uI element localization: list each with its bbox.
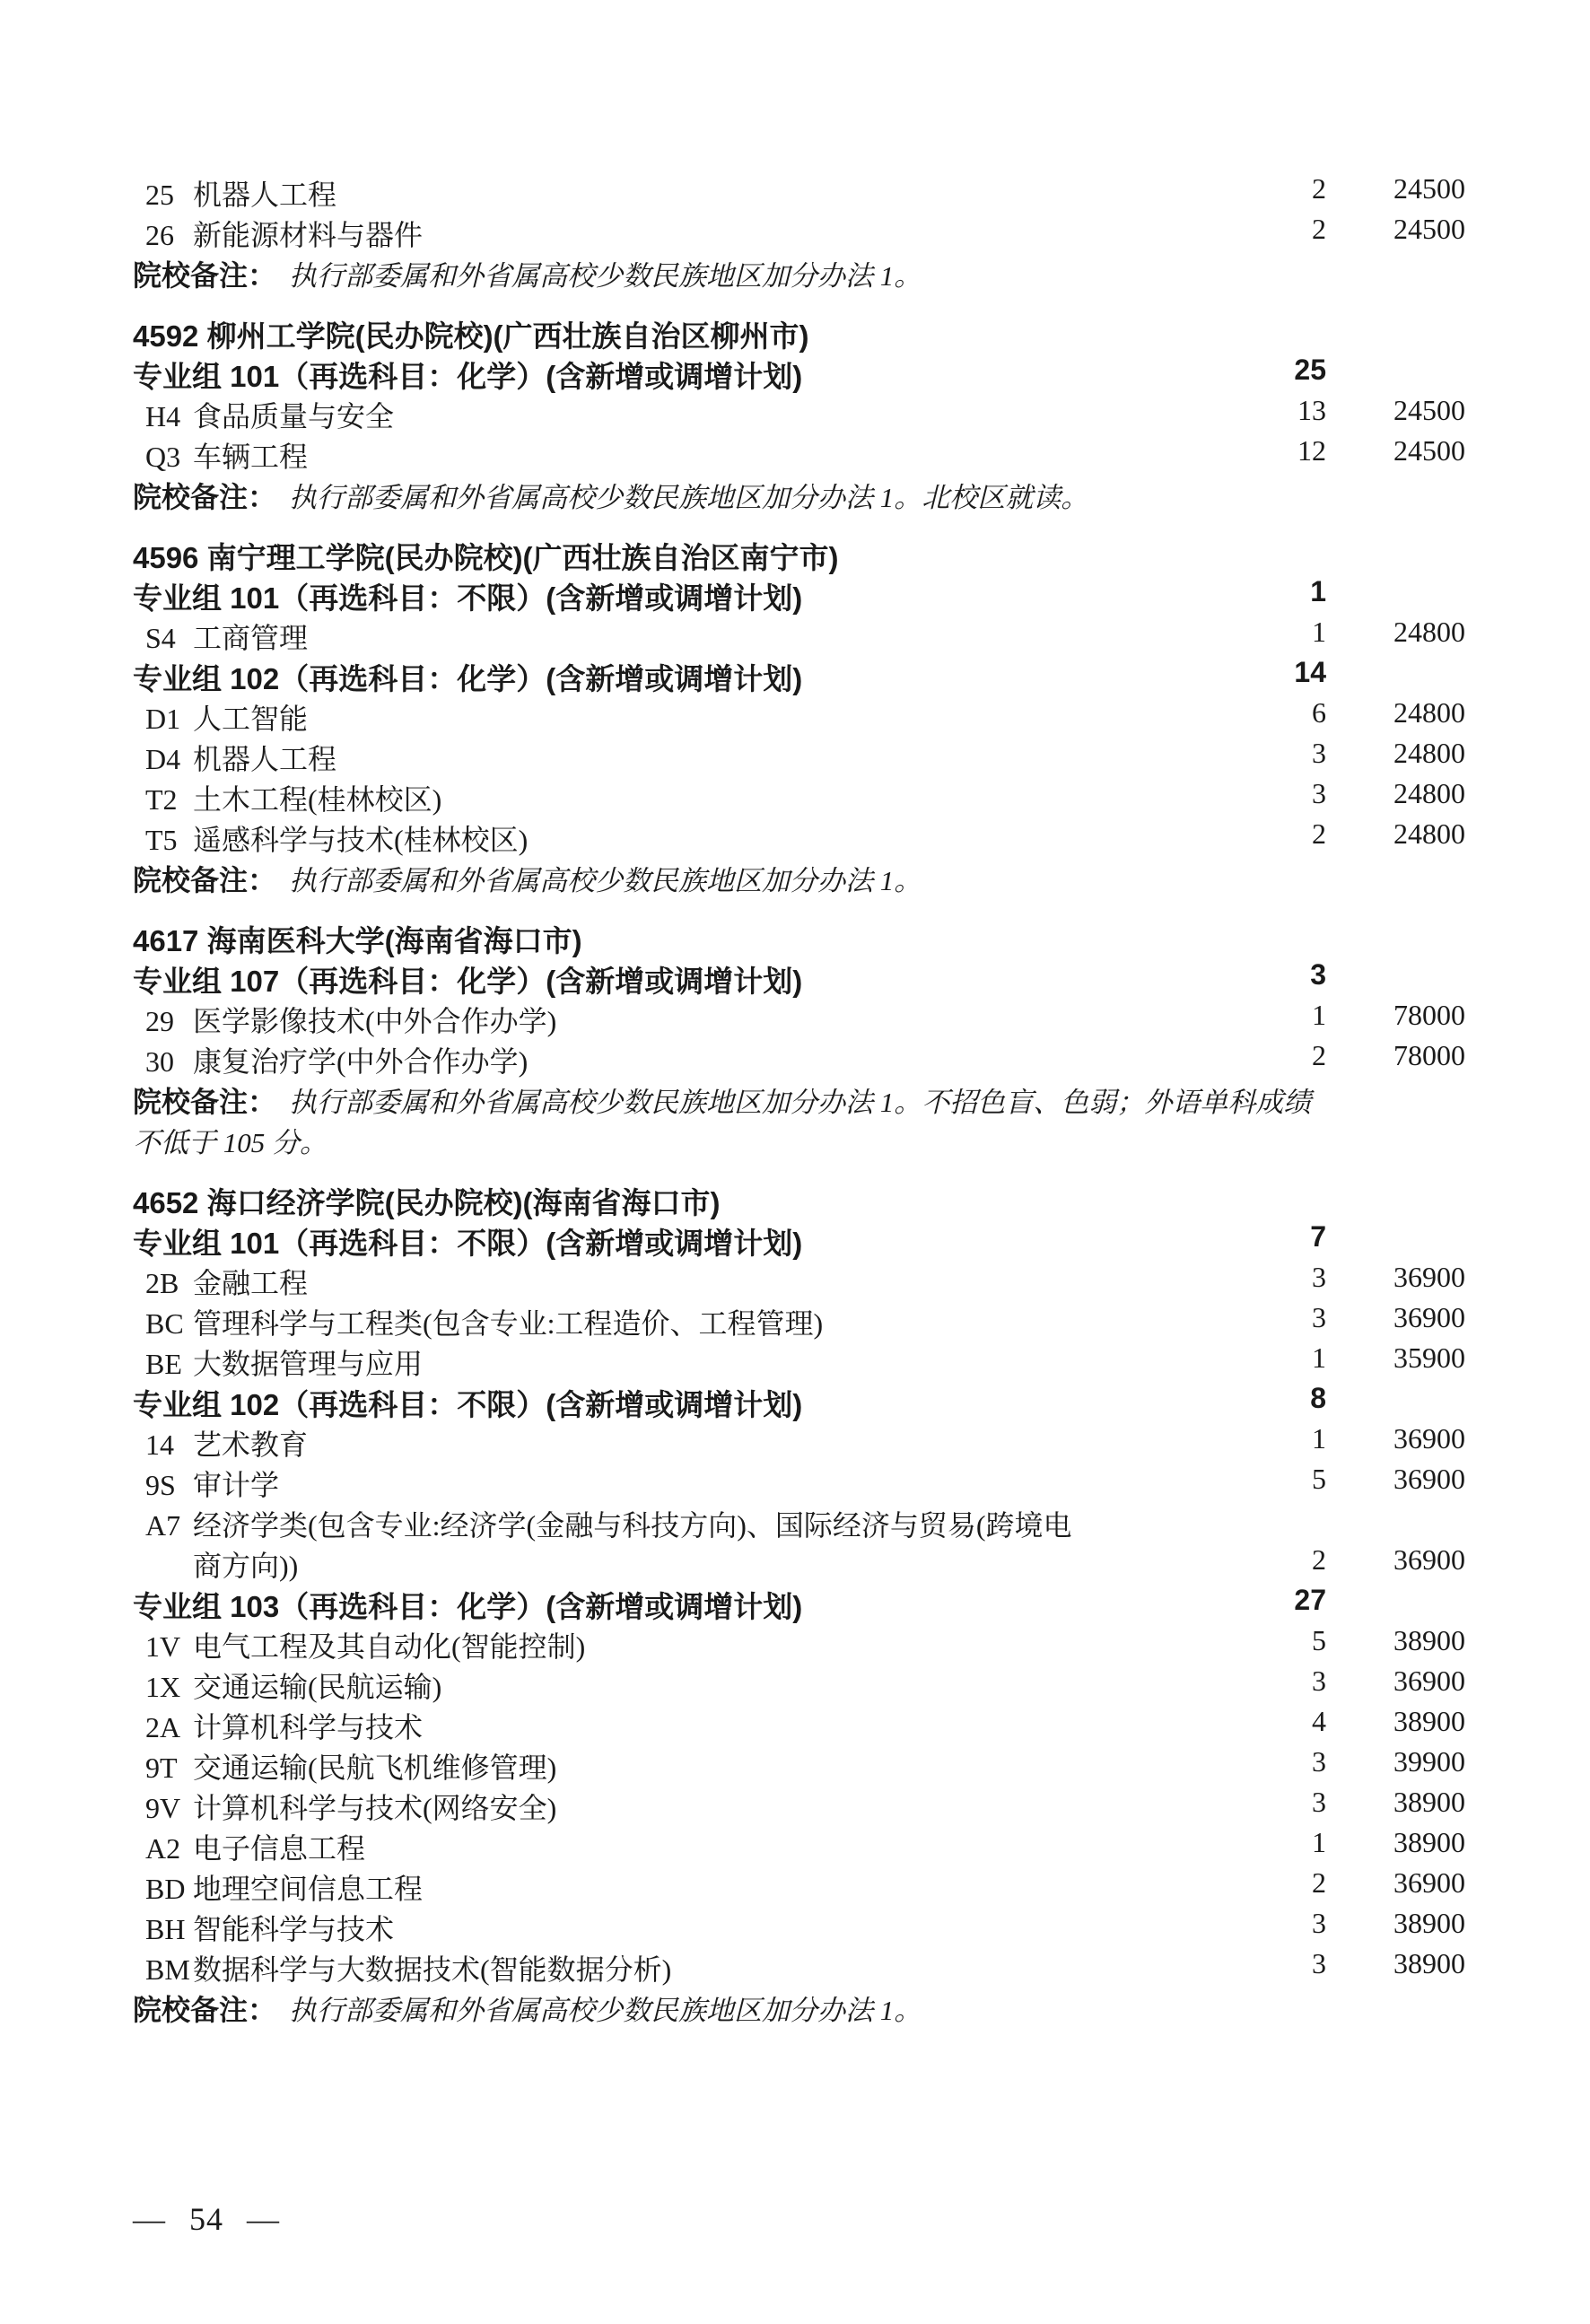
major-code: BH [145,1913,186,1945]
remark-row [133,253,1497,293]
major-tuition-fee: 38900 [1393,1786,1465,1818]
major-name: 食品质量与安全 [193,400,395,432]
major-plan-count: 5 [1312,1463,1326,1495]
major-name: 计算机科学与技术(网络安全) [193,1792,557,1824]
institution-header [133,535,1497,575]
major-tuition-fee: 24500 [1393,213,1465,245]
major-code: S4 [145,622,176,654]
major-row [133,1947,1497,1988]
major-tuition-fee: 35900 [1393,1341,1465,1374]
major-tuition-fee: 38900 [1393,1826,1465,1858]
major-name: 管理科学与工程类(包含专业:工程造价、工程管理) [193,1307,824,1340]
remark-text: 执行部委属和外省属高校少数民族地区加分办法 1。不招色盲、色弱；外语单科成绩 [289,1087,1312,1118]
remark-row [133,858,1497,898]
major-plan-count: 2 [1312,1039,1326,1071]
major-plan-count: 6 [1312,696,1326,729]
major-name: 遥感科学与技术(桂林校区) [193,824,529,856]
major-code: T5 [145,824,178,856]
major-name: 经济学类(包含专业:经济学(金融与科技方向)、国际经济与贸易(跨境电 [193,1509,1072,1542]
major-code: D1 [145,703,181,735]
group-plan-count: 1 [1310,575,1326,607]
group-plan-count: 14 [1294,656,1326,688]
major-name: 机器人工程 [193,179,337,211]
major-name: 交通运输(民航飞机维修管理) [193,1752,557,1784]
major-tuition-fee: 38900 [1393,1947,1465,1979]
major-tuition-fee: 24500 [1393,394,1465,426]
major-plan-count: 3 [1312,737,1326,769]
major-code: 2A [145,1711,181,1743]
major-name: 交通运输(民航运输) [193,1671,442,1703]
group-plan-count: 25 [1294,354,1326,386]
major-tuition-fee: 36900 [1393,1261,1465,1293]
major-code: A7 [145,1509,181,1542]
major-name: 医学影像技术(中外合作办学) [193,1005,557,1037]
major-plan-count: 3 [1312,1745,1326,1778]
major-code: 30 [145,1045,174,1078]
major-row [133,1866,1497,1907]
major-plan-count: 3 [1312,1947,1326,1979]
major-row [133,394,1497,434]
page-footer [133,2200,280,2238]
major-tuition-fee: 36900 [1393,1866,1465,1899]
major-group-row [133,354,1497,394]
major-name: 土木工程(桂林校区) [193,783,442,816]
major-group-text: 专业组 102（再选科目：不限）(含新增或调增计划) [133,1388,803,1421]
major-tuition-fee: 36900 [1393,1664,1465,1697]
major-tuition-fee: 24800 [1393,737,1465,769]
major-row [133,616,1497,656]
major-plan-count: 1 [1312,616,1326,648]
major-row [133,1261,1497,1301]
major-plan-count: 1 [1312,1826,1326,1858]
major-plan-count: 2 [1312,213,1326,245]
major-name: 新能源材料与器件 [193,219,424,251]
major-row [133,1422,1497,1463]
major-plan-count: 3 [1312,1786,1326,1818]
major-row [133,1664,1497,1705]
major-row [133,999,1497,1039]
major-name: 电子信息工程 [193,1832,366,1865]
remark-text: 执行部委属和外省属高校少数民族地区加分办法 1。北校区就读。 [289,482,1089,513]
major-row [133,1786,1497,1826]
major-plan-count: 2 [1312,817,1326,850]
remark-text: 执行部委属和外省属高校少数民族地区加分办法 1。 [289,260,922,292]
major-tuition-fee: 38900 [1393,1907,1465,1939]
major-group-text: 专业组 101（再选科目：不限）(含新增或调增计划) [133,581,803,615]
major-plan-count: 3 [1312,1907,1326,1939]
major-code: T2 [145,783,178,816]
major-plan-count: 13 [1297,394,1326,426]
major-code: A2 [145,1832,181,1865]
major-name: 大数据管理与应用 [193,1348,424,1380]
major-row [133,1301,1497,1341]
major-row [133,1039,1497,1079]
major-plan-count: 3 [1312,1301,1326,1333]
major-name: 人工智能 [193,703,309,735]
major-group-text: 专业组 101（再选科目：化学）(含新增或调增计划) [133,360,803,393]
major-tuition-fee: 36900 [1393,1543,1465,1576]
major-name: 数据科学与大数据技术(智能数据分析) [193,1953,672,1986]
major-code: 9V [145,1792,181,1824]
major-row [133,1907,1497,1947]
major-tuition-fee: 24800 [1393,817,1465,850]
major-tuition-fee: 24500 [1393,434,1465,467]
group-plan-count: 8 [1310,1382,1326,1414]
institution-header [133,313,1497,354]
major-group-row [133,958,1497,999]
major-tuition-fee: 78000 [1393,999,1465,1031]
major-group-text: 专业组 107（再选科目：化学）(含新增或调增计划) [133,965,803,998]
major-row [133,696,1497,737]
institution-header [133,1180,1497,1220]
major-tuition-fee: 78000 [1393,1039,1465,1071]
remark-label: 院校备注： [133,1994,277,2026]
group-plan-count: 3 [1310,958,1326,991]
footer-dash-left: — [133,2201,166,2237]
major-code: D4 [145,743,181,775]
major-code: 1V [145,1630,181,1663]
major-row [133,737,1497,777]
major-tuition-fee: 24800 [1393,777,1465,809]
footer-dash-right: — [247,2201,280,2237]
major-plan-count: 2 [1312,1543,1326,1576]
major-name: 电气工程及其自动化(智能控制) [193,1630,586,1663]
admission-plan-list [133,172,1497,2028]
major-code: 25 [145,179,174,211]
major-group-text: 专业组 103（再选科目：化学）(含新增或调增计划) [133,1590,803,1623]
major-name: 康复治疗学(中外合作办学) [193,1045,529,1078]
major-tuition-fee: 24500 [1393,172,1465,205]
remark-row [133,475,1497,515]
major-row [133,777,1497,817]
remark-text: 执行部委属和外省属高校少数民族地区加分办法 1。 [289,865,922,896]
institution-header [133,918,1497,958]
major-plan-count: 1 [1312,1341,1326,1374]
major-code: 1X [145,1671,181,1703]
major-row [133,1624,1497,1664]
major-group-row [133,656,1497,696]
major-code: 9T [145,1752,178,1784]
remark-row-continuation [133,1120,1497,1160]
major-name: 计算机科学与技术 [193,1711,424,1743]
major-row-continuation [133,1543,1497,1584]
major-code: BC [145,1307,184,1340]
major-row [133,1826,1497,1866]
major-code: BD [145,1873,186,1905]
major-tuition-fee: 24800 [1393,616,1465,648]
remark-text: 执行部委属和外省属高校少数民族地区加分办法 1。 [289,1995,922,2026]
major-tuition-fee: 38900 [1393,1705,1465,1737]
major-name: 机器人工程 [193,743,337,775]
major-plan-count: 2 [1312,172,1326,205]
major-plan-count: 4 [1312,1705,1326,1737]
major-row [133,172,1497,213]
major-group-row [133,1584,1497,1624]
major-row [133,817,1497,858]
remark-label: 院校备注： [133,259,277,292]
remark-row [133,1079,1497,1120]
institution-header-text: 4617 海南医科大学(海南省海口市) [133,924,582,957]
major-group-row [133,1382,1497,1422]
major-row [133,1503,1497,1543]
major-plan-count: 3 [1312,1261,1326,1293]
major-row [133,434,1497,475]
major-code: 9S [145,1469,176,1501]
major-row [133,213,1497,253]
major-name-continued: 商方向)) [193,1550,299,1582]
major-plan-count: 12 [1297,434,1326,467]
major-code: 26 [145,219,174,251]
major-group-text: 专业组 101（再选科目：不限）(含新增或调增计划) [133,1227,803,1260]
major-code: Q3 [145,441,181,473]
major-code: BM [145,1953,190,1986]
major-plan-count: 1 [1312,999,1326,1031]
major-row [133,1705,1497,1745]
major-tuition-fee: 38900 [1393,1624,1465,1656]
major-group-text: 专业组 102（再选科目：化学）(含新增或调增计划) [133,662,803,695]
major-code: 14 [145,1428,174,1461]
major-row [133,1341,1497,1382]
major-name: 智能科学与技术 [193,1913,395,1945]
institution-header-text: 4592 柳州工学院(民办院校)(广西壮族自治区柳州市) [133,319,809,353]
major-row [133,1463,1497,1503]
major-row [133,1745,1497,1786]
remark-label: 院校备注： [133,481,277,513]
major-plan-count: 2 [1312,1866,1326,1899]
institution-header-text: 4596 南宁理工学院(民办院校)(广西壮族自治区南宁市) [133,541,839,574]
major-name: 地理空间信息工程 [193,1873,424,1905]
major-plan-count: 1 [1312,1422,1326,1455]
major-group-row [133,1220,1497,1261]
remark-label: 院校备注： [133,864,277,896]
major-code: BE [145,1348,182,1380]
major-name: 工商管理 [193,622,309,654]
major-group-row [133,575,1497,616]
major-tuition-fee: 36900 [1393,1422,1465,1455]
remark-text-continued: 不低于 105 分。 [133,1127,328,1158]
remark-row [133,1988,1497,2028]
remark-label: 院校备注： [133,1086,277,1118]
major-plan-count: 3 [1312,777,1326,809]
major-code: 2B [145,1267,179,1299]
page-number: 54 [189,2201,223,2237]
major-code: 29 [145,1005,174,1037]
major-tuition-fee: 36900 [1393,1463,1465,1495]
institution-header-text: 4652 海口经济学院(民办院校)(海南省海口市) [133,1186,721,1219]
major-plan-count: 3 [1312,1664,1326,1697]
major-code: H4 [145,400,181,432]
major-name: 车辆工程 [193,441,309,473]
group-plan-count: 27 [1294,1584,1326,1616]
major-name: 审计学 [193,1469,280,1501]
major-plan-count: 5 [1312,1624,1326,1656]
major-name: 金融工程 [193,1267,309,1299]
major-name: 艺术教育 [193,1428,309,1461]
major-tuition-fee: 36900 [1393,1301,1465,1333]
major-tuition-fee: 39900 [1393,1745,1465,1778]
major-tuition-fee: 24800 [1393,696,1465,729]
group-plan-count: 7 [1310,1220,1326,1253]
